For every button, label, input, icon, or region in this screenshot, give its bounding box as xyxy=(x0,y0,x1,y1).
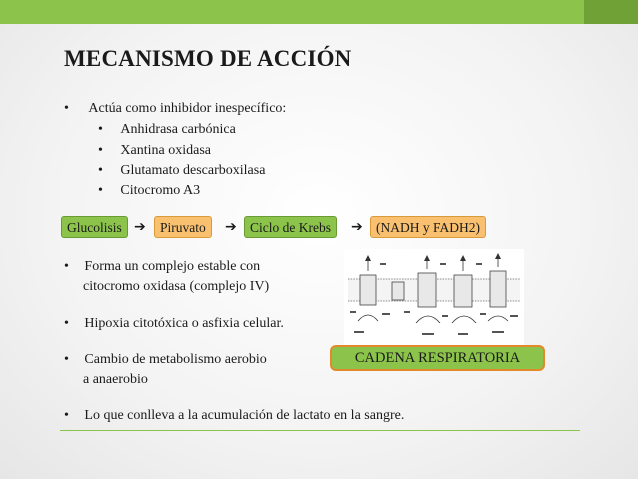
bullet-marker: • xyxy=(64,259,69,274)
sub-bullet-1 xyxy=(98,121,236,138)
sub-bullet-2-text: Xantina oxidasa xyxy=(120,143,211,158)
bullet-4-line-1: Cambio de metabolismo aerobio xyxy=(84,352,267,367)
cadena-respiratoria-label: CADENA RESPIRATORIA xyxy=(330,345,545,371)
bullet-4-line-2: a anaerobio xyxy=(83,372,148,387)
bottom-divider xyxy=(60,430,580,431)
bullet-2-line-1: Forma un complejo estable con xyxy=(84,259,261,274)
bullet-3 xyxy=(64,315,284,332)
bullet-5-text: Lo que conlleva a la acumulación de lactato en la sangre. xyxy=(84,408,405,423)
bullet-2-line-2: citocromo oxidasa (complejo IV) xyxy=(83,279,270,294)
bullet-3-text: Hipoxia citotóxica o asfixia celular. xyxy=(84,316,284,331)
slide-title: MECANISMO DE ACCIÓN xyxy=(64,46,352,71)
top-bar-accent xyxy=(584,0,638,24)
bullet-marker: • xyxy=(64,316,69,331)
flow-ciclo-krebs: Ciclo de Krebs xyxy=(244,216,337,238)
respiratory-chain-diagram xyxy=(344,249,524,345)
flow-piruvato: Piruvato xyxy=(154,216,212,238)
top-bar xyxy=(0,0,638,24)
bullet-marker: • xyxy=(64,352,69,367)
flow-arrow-2: ➔ xyxy=(225,219,237,235)
bullet-marker: • xyxy=(98,143,103,158)
bullet-5 xyxy=(64,407,404,424)
sub-bullet-4-text: Citocromo A3 xyxy=(120,183,201,198)
bullet-marker: • xyxy=(64,408,69,423)
bullet-marker: • xyxy=(64,101,69,116)
sub-bullet-2 xyxy=(98,142,211,159)
sub-bullet-3-text: Glutamato descarboxilasa xyxy=(120,163,266,178)
bullet-1-text: Actúa como inhibidor inespecífico: xyxy=(88,101,287,116)
bullet-4 xyxy=(64,351,267,368)
flow-arrow-1: ➔ xyxy=(134,219,146,235)
flow-glucolisis: Glucolisis xyxy=(61,216,128,238)
bullet-2 xyxy=(64,258,260,275)
bullet-marker: • xyxy=(98,183,103,198)
bullet-marker: • xyxy=(98,163,103,178)
bullet-1 xyxy=(64,100,286,117)
bullet-marker: • xyxy=(98,122,103,137)
sub-bullet-1-text: Anhidrasa carbónica xyxy=(120,122,236,137)
flow-nadh-fadh2: (NADH y FADH2) xyxy=(370,216,486,238)
respiratory-chain-illustration xyxy=(344,249,524,345)
flow-arrow-3: ➔ xyxy=(351,219,363,235)
sub-bullet-4 xyxy=(98,182,200,199)
sub-bullet-3 xyxy=(98,162,265,179)
